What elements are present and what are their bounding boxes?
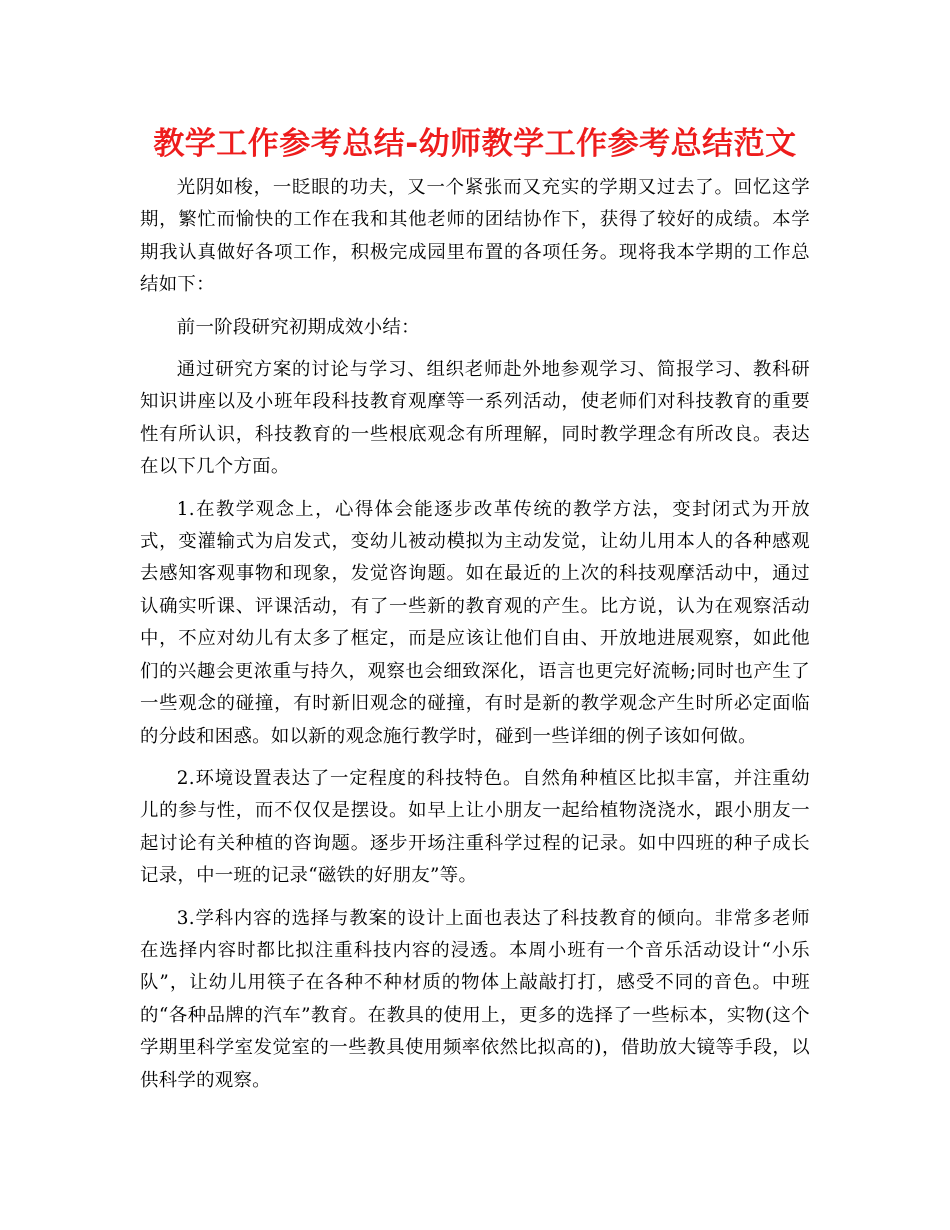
paragraph-overview: 通过研究方案的讨论与学习、组织老师赴外地参观学习、简报学习、教科研知识讲座以及小班年段科技教育观摩等一系列活动，使老师们对科技教育的重要性有所认识，科技教育的一些根底观念有所理解，同时教学理念有所改良。表达在以下几个方面。 xyxy=(140,359,810,478)
paragraph-point-3: 3.学科内容的选择与教案的设计上面也表达了科技教育的倾向。非常多老师在选择内容时都比拟注重科技内容的浸透。本周小班有一个音乐活动设计“小乐队”，让幼儿用筷子在各种不种材质的物体上敲敲打打，感受不同的音色。中班的“各种品牌的汽车”教育。在教具的使用上，更多的选择了一些标本，实物(这个学期里科学室发觉室的一些教具使用频率依然比拟高的)，借助放大镜等手段，以供科学的观察。 xyxy=(140,907,810,1091)
paragraph-section-heading: 前一阶段研究初期成效小结： xyxy=(176,316,420,338)
document-page xyxy=(140,118,810,1107)
paragraph-point-1: 1.在教学观念上，心得体会能逐步改革传统的教学方法，变封闭式为开放式，变灌输式为启发式，变幼儿被动模拟为主动发觉，让幼儿用本人的各种感观去感知客观事物和现象，发觉咨询题。如在最近的上次的科技观摩活动中，通过认确实听课、评课活动，有了一些新的教育观的产生。比方说，认为在观察活动中，不应对幼儿有太多了框定，而是应该让他们自由、开放地进展观察，如此他们的兴趣会更浓重与持久，观察也会细致深化，语言也更完好流畅;同时也产生了一些观念的碰撞，有时新旧观念的碰撞，有时是新的教学观念产生时所必定面临的分歧和困惑。如以新的观念施行教学时，碰到一些详细的例子该如何做。 xyxy=(140,498,810,747)
paragraph-intro: 光阴如梭，一眨眼的功夫，又一个紧张而又充实的学期又过去了。回忆这学期，繁忙而愉快的工作在我和其他老师的团结协作下，获得了较好的成绩。本学期我认真做好各项工作，积极完成园里布置的各项任务。现将我本学期的工作总结如下： xyxy=(140,177,810,296)
document-title: 教学工作参考总结-幼师教学工作参考总结范文 xyxy=(153,126,797,162)
paragraph-point-2: 2.环境设置表达了一定程度的科技特色。自然角种植区比拟丰富，并注重幼儿的参与性，而不仅仅是摆设。如早上让小朋友一起给植物浇浇水，跟小朋友一起讨论有关种植的咨询题。逐步开场注重科学过程的记录。如中四班的种子成长记录，中一班的记录“磁铁的好朋友”等。 xyxy=(140,767,810,887)
